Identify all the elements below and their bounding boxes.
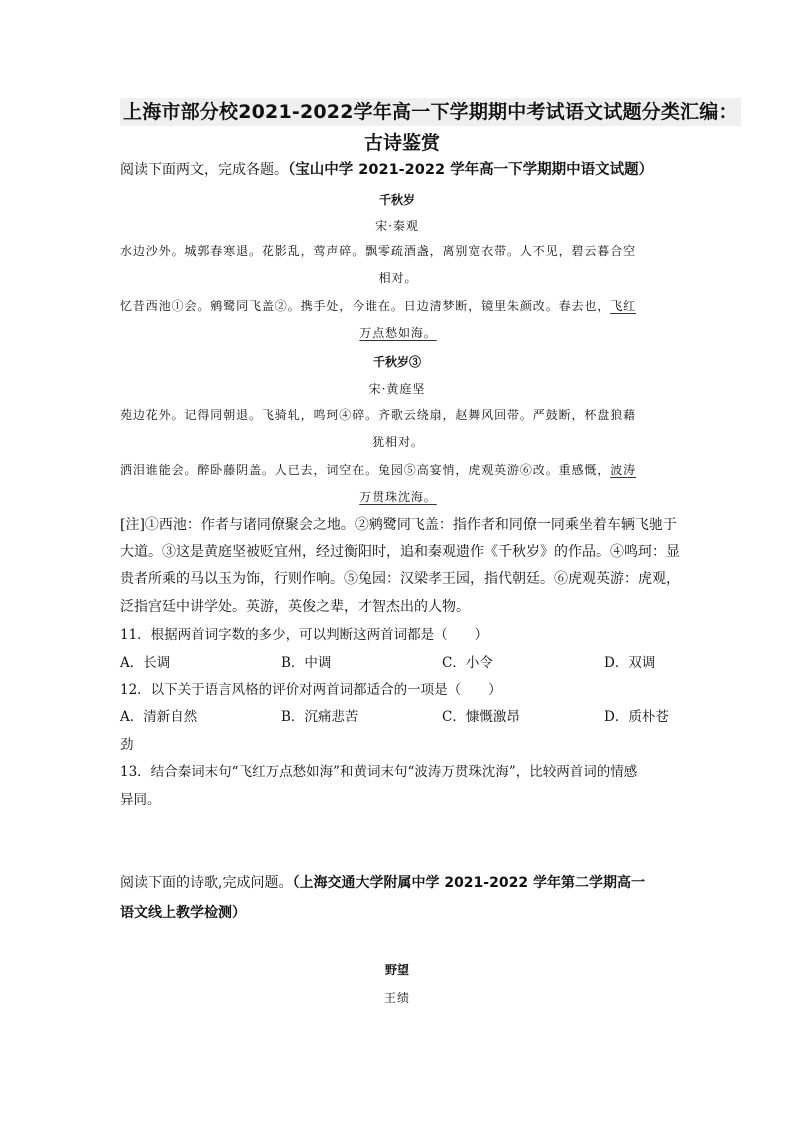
q12-option-d: D．质朴苍 [604,709,669,725]
question-12: 12．以下关于语言风格的评价对两首词都适合的一项是（ ） [120,682,502,698]
q11-option-d: D．双调 [604,655,656,671]
poem1-line2 [120,298,676,315]
section2-source-line1: （上海交通大学附属中学 2021-2022 学年第二学期高一 [292,875,645,891]
poem1-line1-wrap: 相对。 [378,271,418,285]
poem2-line1: 苑边花外。记得同朝退。飞骑轧，鸣珂④碎。齐歌云绕扇，赵舞风回带。严鼓断，杯盘狼藉 [120,408,637,422]
poem1-author: 宋·秦观 [375,219,419,233]
title-line-1: 上海市部分校2021-2022学年高一下学期期中考试语文试题分类汇编： [120,98,741,126]
question-13-line2: 异同。 [120,792,161,808]
note-line-4: 泛指宫廷中讲学处。英游，英俊之辈，才智杰出的人物。 [120,599,470,615]
section2-source-wrap [120,903,684,923]
section1-intro-text: 阅读下面两文，完成各题。 [120,162,288,178]
section1-source: （宝山中学 2021-2022 学年高一下学期期中语文试题） [288,162,654,178]
q12-option-b: B．沉痛悲苦 [281,709,359,725]
section2-source-line2: 语文线上教学检测） [120,905,246,921]
title-line-2: 古诗鉴赏 [363,132,440,154]
document-title [120,98,738,157]
poem2-line2-text: 洒泪谁能会。醉卧藤阴盖。人已去，词空在。兔园⑤高宴悄，虎观英游⑥改。重感慨， [120,463,611,477]
poem1-title: 千秋岁 [378,193,415,207]
section2-intro [120,873,684,893]
poem1-line2-wrap [120,325,676,342]
poem2-line2 [120,462,676,479]
q12-option-a: A．清新自然 [120,709,198,725]
poem2-line2-wrap-text: 万贯珠沈海。 [359,490,437,504]
poem1-line2-text: 忆昔西池①会。鹓鹭同飞盖②。携手处，今谁在。日边清梦断，镜里朱颜改。春去也， [120,299,611,313]
poem2-line2-underlined: 波涛 [610,463,637,477]
poem2-author: 宋·黄庭坚 [368,382,426,396]
poem1-line2-underlined: 飞红 [610,299,637,313]
poem2-line1-wrap: 犹相对。 [372,435,424,449]
question-13-line1: 13．结合秦词末句“飞红万点愁如海”和黄词末句“波涛万贯珠沈海”，比较两首词的情感 [120,764,638,780]
q11-option-c: C．小令 [442,655,493,671]
note-line-3: 贵者所乘的马以玉为饰，行则作响。⑤兔园：汉梁孝王园，指代朝廷。⑥虎观英游：虎观， [120,571,680,587]
poem3-author: 王绩 [383,991,410,1005]
poem2-title: 千秋岁③ [372,355,421,369]
note-line-1: [注]①西池：作者与诸同僚聚会之地。②鹓鹭同飞盖：指作者和同僚一同乘坐着车辆飞驰于 [120,517,677,533]
question-11: 11．根据两首词字数的多少，可以判断这两首词都是（ ） [120,627,489,643]
poem1-line1: 水边沙外。城郭春寒退。花影乱，莺声碎。飘零疏酒盏，离别宽衣带。人不见，碧云暮合空 [120,244,637,258]
section2-intro-text: 阅读下面的诗歌,完成问题。 [120,875,293,891]
section1-intro [120,160,684,180]
q12-option-d-wrap: 劲 [120,737,134,753]
note-line-2: 大道。③这是黄庭坚被贬宜州，经过衡阳时，追和秦观遗作《千秋岁》的作品。④鸣珂：显 [120,544,680,560]
poem1-line2-wrap-text: 万点愁如海。 [359,326,437,340]
q11-option-a: A．长调 [120,655,171,671]
poem2-line2-wrap [120,489,676,506]
q11-option-b: B．中调 [281,655,332,671]
q12-option-c: C．慷慨激昂 [442,709,520,725]
poem3-title: 野望 [384,963,409,977]
